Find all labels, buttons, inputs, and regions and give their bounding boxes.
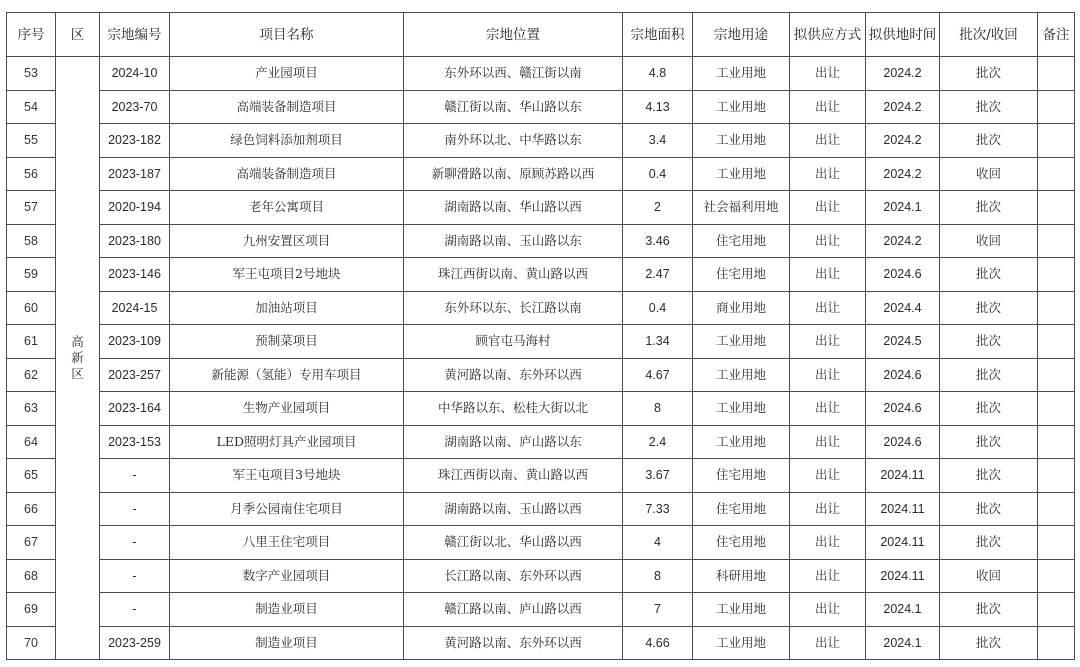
cell-batch: 收回 (940, 224, 1038, 258)
cell-note (1038, 157, 1075, 191)
cell-note (1038, 626, 1075, 660)
cell-note (1038, 492, 1075, 526)
cell-time: 2024.5 (866, 325, 940, 359)
cell-location: 珠江西街以南、黄山路以西 (404, 258, 623, 292)
cell-batch: 收回 (940, 559, 1038, 593)
table-row (7, 526, 1075, 560)
cell-time: 2024.6 (866, 258, 940, 292)
cell-use: 工业用地 (693, 124, 790, 158)
cell-area: 8 (623, 559, 693, 593)
cell-location: 东外环以东、长江路以南 (404, 291, 623, 325)
cell-seq: 53 (7, 57, 56, 91)
cell-location: 湖南路以南、华山路以西 (404, 191, 623, 225)
cell-location: 长江路以南、东外环以西 (404, 559, 623, 593)
cell-use: 住宅用地 (693, 492, 790, 526)
cell-note (1038, 57, 1075, 91)
cell-note (1038, 90, 1075, 124)
cell-note (1038, 291, 1075, 325)
cell-seq: 61 (7, 325, 56, 359)
cell-use: 社会福利用地 (693, 191, 790, 225)
cell-time: 2024.1 (866, 626, 940, 660)
header-time: 拟供地时间 (866, 13, 940, 57)
cell-note (1038, 258, 1075, 292)
cell-area: 3.4 (623, 124, 693, 158)
cell-time: 2024.1 (866, 593, 940, 627)
table-row (7, 459, 1075, 493)
cell-time: 2024.6 (866, 392, 940, 426)
header-district: 区 (56, 13, 100, 57)
cell-area: 7 (623, 593, 693, 627)
cell-use: 住宅用地 (693, 258, 790, 292)
cell-area: 2.4 (623, 425, 693, 459)
header-location: 宗地位置 (404, 13, 623, 57)
cell-project: 数字产业园项目 (170, 559, 404, 593)
cell-note (1038, 392, 1075, 426)
cell-location: 湖南路以南、玉山路以西 (404, 492, 623, 526)
cell-project: 军王屯项目2号地块 (170, 258, 404, 292)
cell-project: 新能源（氢能）专用车项目 (170, 358, 404, 392)
cell-code: 2023-164 (100, 392, 170, 426)
cell-batch: 批次 (940, 258, 1038, 292)
cell-method: 出让 (790, 325, 866, 359)
cell-seq: 69 (7, 593, 56, 627)
cell-time: 2024.1 (866, 191, 940, 225)
cell-seq: 63 (7, 392, 56, 426)
cell-use: 工业用地 (693, 358, 790, 392)
cell-seq: 66 (7, 492, 56, 526)
cell-time: 2024.2 (866, 90, 940, 124)
header-batch: 批次/收回 (940, 13, 1038, 57)
cell-note (1038, 124, 1075, 158)
cell-time: 2024.11 (866, 559, 940, 593)
table-row (7, 559, 1075, 593)
table-row (7, 325, 1075, 359)
cell-use: 工业用地 (693, 626, 790, 660)
cell-note (1038, 425, 1075, 459)
cell-method: 出让 (790, 291, 866, 325)
cell-code: 2023-187 (100, 157, 170, 191)
cell-location: 赣江路以南、庐山路以西 (404, 593, 623, 627)
cell-method: 出让 (790, 124, 866, 158)
cell-time: 2024.2 (866, 224, 940, 258)
cell-time: 2024.11 (866, 492, 940, 526)
cell-method: 出让 (790, 191, 866, 225)
cell-method: 出让 (790, 258, 866, 292)
header-area: 宗地面积 (623, 13, 693, 57)
cell-area: 4.66 (623, 626, 693, 660)
cell-seq: 59 (7, 258, 56, 292)
cell-location: 东外环以西、赣江街以南 (404, 57, 623, 91)
table-row (7, 291, 1075, 325)
cell-code: - (100, 593, 170, 627)
cell-batch: 批次 (940, 392, 1038, 426)
cell-seq: 62 (7, 358, 56, 392)
cell-note (1038, 325, 1075, 359)
cell-use: 商业用地 (693, 291, 790, 325)
cell-batch: 批次 (940, 325, 1038, 359)
district-label: 高 新 区 (71, 334, 84, 381)
table-row (7, 425, 1075, 459)
cell-batch: 批次 (940, 358, 1038, 392)
cell-note (1038, 224, 1075, 258)
cell-batch: 批次 (940, 191, 1038, 225)
table-row (7, 157, 1075, 191)
cell-method: 出让 (790, 425, 866, 459)
header-row (7, 13, 1075, 57)
cell-batch: 批次 (940, 291, 1038, 325)
cell-area: 4.13 (623, 90, 693, 124)
cell-method: 出让 (790, 90, 866, 124)
cell-use: 住宅用地 (693, 526, 790, 560)
cell-use: 工业用地 (693, 90, 790, 124)
cell-location: 赣江街以北、华山路以西 (404, 526, 623, 560)
cell-location: 黄河路以南、东外环以西 (404, 626, 623, 660)
cell-note (1038, 593, 1075, 627)
cell-time: 2024.11 (866, 526, 940, 560)
cell-seq: 56 (7, 157, 56, 191)
cell-use: 住宅用地 (693, 459, 790, 493)
cell-time: 2024.6 (866, 358, 940, 392)
cell-area: 8 (623, 392, 693, 426)
cell-project: 生物产业园项目 (170, 392, 404, 426)
table-row (7, 224, 1075, 258)
cell-district (56, 57, 100, 660)
cell-method: 出让 (790, 526, 866, 560)
cell-code: 2023-257 (100, 358, 170, 392)
table-row (7, 626, 1075, 660)
cell-area: 4.67 (623, 358, 693, 392)
cell-method: 出让 (790, 593, 866, 627)
cell-method: 出让 (790, 57, 866, 91)
land-supply-table (6, 12, 1075, 660)
cell-batch: 批次 (940, 57, 1038, 91)
cell-location: 中华路以东、松桂大街以北 (404, 392, 623, 426)
table-row (7, 492, 1075, 526)
cell-batch: 批次 (940, 425, 1038, 459)
table-row (7, 392, 1075, 426)
cell-code: 2024-10 (100, 57, 170, 91)
cell-seq: 55 (7, 124, 56, 158)
table-row (7, 57, 1075, 91)
cell-area: 1.34 (623, 325, 693, 359)
cell-code: 2023-259 (100, 626, 170, 660)
header-method: 拟供应方式 (790, 13, 866, 57)
cell-project: LED照明灯具产业园项目 (170, 425, 404, 459)
cell-area: 2.47 (623, 258, 693, 292)
table-row (7, 90, 1075, 124)
cell-seq: 67 (7, 526, 56, 560)
cell-project: 九州安置区项目 (170, 224, 404, 258)
cell-use: 工业用地 (693, 425, 790, 459)
cell-batch: 批次 (940, 492, 1038, 526)
cell-method: 出让 (790, 559, 866, 593)
cell-batch: 批次 (940, 90, 1038, 124)
cell-note (1038, 459, 1075, 493)
cell-project: 绿色饲料添加剂项目 (170, 124, 404, 158)
cell-method: 出让 (790, 157, 866, 191)
cell-area: 7.33 (623, 492, 693, 526)
cell-batch: 批次 (940, 526, 1038, 560)
cell-batch: 批次 (940, 593, 1038, 627)
cell-seq: 65 (7, 459, 56, 493)
cell-time: 2024.2 (866, 124, 940, 158)
cell-use: 工业用地 (693, 325, 790, 359)
table-row (7, 124, 1075, 158)
cell-location: 湖南路以南、玉山路以东 (404, 224, 623, 258)
cell-use: 科研用地 (693, 559, 790, 593)
cell-seq: 70 (7, 626, 56, 660)
cell-use: 工业用地 (693, 593, 790, 627)
cell-project: 八里王住宅项目 (170, 526, 404, 560)
cell-seq: 64 (7, 425, 56, 459)
cell-seq: 60 (7, 291, 56, 325)
cell-use: 工业用地 (693, 157, 790, 191)
cell-note (1038, 559, 1075, 593)
cell-code: 2023-180 (100, 224, 170, 258)
cell-project: 军王屯项目3号地块 (170, 459, 404, 493)
cell-project: 制造业项目 (170, 593, 404, 627)
cell-area: 4.8 (623, 57, 693, 91)
header-code: 宗地编号 (100, 13, 170, 57)
cell-batch: 批次 (940, 626, 1038, 660)
cell-time: 2024.2 (866, 157, 940, 191)
cell-area: 4 (623, 526, 693, 560)
cell-time: 2024.11 (866, 459, 940, 493)
cell-location: 南外环以北、中华路以东 (404, 124, 623, 158)
table-row (7, 593, 1075, 627)
table-body (7, 57, 1075, 660)
header-project: 项目名称 (170, 13, 404, 57)
cell-code: 2023-182 (100, 124, 170, 158)
cell-location: 湖南路以南、庐山路以东 (404, 425, 623, 459)
cell-note (1038, 191, 1075, 225)
cell-method: 出让 (790, 392, 866, 426)
cell-method: 出让 (790, 459, 866, 493)
cell-area: 0.4 (623, 291, 693, 325)
cell-code: - (100, 559, 170, 593)
cell-code: 2024-15 (100, 291, 170, 325)
cell-time: 2024.6 (866, 425, 940, 459)
table-row (7, 358, 1075, 392)
cell-project: 预制菜项目 (170, 325, 404, 359)
cell-code: 2020-194 (100, 191, 170, 225)
cell-seq: 58 (7, 224, 56, 258)
cell-project: 产业园项目 (170, 57, 404, 91)
cell-code: - (100, 492, 170, 526)
cell-area: 2 (623, 191, 693, 225)
cell-code: 2023-146 (100, 258, 170, 292)
cell-location: 新聊滑路以南、原顾苏路以西 (404, 157, 623, 191)
cell-project: 制造业项目 (170, 626, 404, 660)
cell-code: - (100, 459, 170, 493)
cell-code: - (100, 526, 170, 560)
cell-code: 2023-109 (100, 325, 170, 359)
cell-area: 0.4 (623, 157, 693, 191)
table-row (7, 258, 1075, 292)
cell-area: 3.67 (623, 459, 693, 493)
cell-project: 高端装备制造项目 (170, 90, 404, 124)
cell-location: 顾官屯马海村 (404, 325, 623, 359)
land-supply-table-page (6, 12, 1074, 660)
cell-area: 3.46 (623, 224, 693, 258)
cell-location: 赣江街以南、华山路以东 (404, 90, 623, 124)
cell-method: 出让 (790, 358, 866, 392)
cell-project: 老年公寓项目 (170, 191, 404, 225)
cell-project: 月季公园南住宅项目 (170, 492, 404, 526)
cell-method: 出让 (790, 492, 866, 526)
cell-time: 2024.4 (866, 291, 940, 325)
cell-note (1038, 526, 1075, 560)
cell-note (1038, 358, 1075, 392)
header-note: 备注 (1038, 13, 1075, 57)
cell-use: 工业用地 (693, 392, 790, 426)
header-seq: 序号 (7, 13, 56, 57)
cell-code: 2023-153 (100, 425, 170, 459)
cell-method: 出让 (790, 626, 866, 660)
cell-use: 住宅用地 (693, 224, 790, 258)
cell-project: 高端装备制造项目 (170, 157, 404, 191)
cell-seq: 54 (7, 90, 56, 124)
header-use: 宗地用途 (693, 13, 790, 57)
cell-batch: 批次 (940, 124, 1038, 158)
cell-method: 出让 (790, 224, 866, 258)
cell-location: 黄河路以南、东外环以西 (404, 358, 623, 392)
cell-time: 2024.2 (866, 57, 940, 91)
cell-use: 工业用地 (693, 57, 790, 91)
cell-location: 珠江西街以南、黄山路以西 (404, 459, 623, 493)
cell-seq: 68 (7, 559, 56, 593)
cell-batch: 收回 (940, 157, 1038, 191)
table-row (7, 191, 1075, 225)
cell-code: 2023-70 (100, 90, 170, 124)
cell-batch: 批次 (940, 459, 1038, 493)
cell-project: 加油站项目 (170, 291, 404, 325)
cell-seq: 57 (7, 191, 56, 225)
